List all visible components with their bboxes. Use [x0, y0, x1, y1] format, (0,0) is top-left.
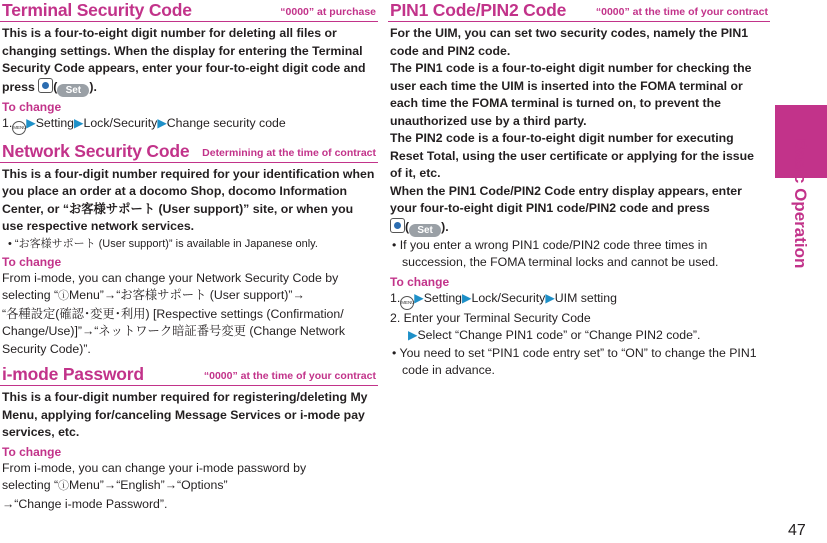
pin-bullet-2: • You need to set “PIN1 code entry set” to “ON” to change the PIN1 code in advance.	[392, 345, 757, 377]
pin-to-change: To change	[390, 274, 450, 289]
imode-password-header	[0, 364, 378, 386]
set-key-icon: Set	[57, 84, 89, 97]
network-security-header	[0, 141, 378, 163]
arrow-icon: ▶	[26, 115, 36, 130]
imode-icon: ⓘ	[58, 480, 70, 492]
left-column	[0, 0, 378, 513]
imode-change-text: From i-mode, you can change your i-mode password by selecting “ⓘMenu”→“English”→“Options” →“Change i-mode Password”.	[2, 460, 307, 511]
arrow-icon: ▶	[157, 115, 167, 130]
center-key-icon	[38, 78, 53, 93]
center-key-icon	[390, 218, 405, 233]
arrow-icon: ▶	[74, 115, 84, 130]
terminal-security-header	[0, 0, 378, 22]
network-security-body: This is a four-digit number required for your identification when you place an order at a docomo Shop, docomo Information Center, or “お客様サポート (User support)” site, or when you use respective network services.	[2, 166, 375, 233]
terminal-security-subtitle: “0000” at purchase	[280, 6, 376, 18]
page-number: 47	[788, 522, 806, 539]
arrow-icon: ▶	[414, 290, 424, 305]
imode-password-subtitle: “0000” at the time of your contract	[203, 370, 376, 382]
set-key-icon: Set	[409, 224, 441, 237]
pin-code-title: PIN1 Code/PIN2 Code	[390, 0, 567, 20]
menu-key-icon: MENU	[400, 296, 414, 310]
pin-step-2b: ▶Select “Change PIN1 code” or “Change PIN2 code”.	[408, 328, 701, 342]
arrow-icon: ▶	[545, 290, 555, 305]
imode-password-title: i-mode Password	[2, 364, 144, 384]
imode-icon: ⓘ	[58, 290, 70, 302]
terminal-security-title: Terminal Security Code	[2, 0, 192, 20]
imode-to-change: To change	[2, 444, 62, 459]
terminal-security-body: This is a four-to-eight digit number for deleting all files or changing settings. When the display for entering the Terminal Security Code appears, enter your four-to-eight digit code and press ( Set ).	[2, 26, 366, 96]
network-change-text: From i-mode, you can change your Network Security Code by selecting “ⓘMenu”→“お客様サポート (User support)”→ “各種設定(確認･変更･利用) [Respective settings (Confirmation/ Change/Use)]”→“ネットワーク暗証番号変更 (Change Network Security Code)”.	[2, 270, 346, 356]
terminal-to-change: To change	[2, 99, 62, 114]
pin-paragraph-3: The PIN2 code is a four-to-eight digit number for executing Reset Total, using the user certificate or applying for the issue of it, etc.	[390, 131, 754, 180]
pin-paragraph-2: The PIN1 code is a four-to-eight digit number for checking the user each time the UIM is inserted into the FOMA terminal or each time the FOMA terminal is turned on, to prevent the unauthorized use by a third party.	[390, 61, 752, 128]
terminal-step-1: 1.MENU▶Setting▶Lock/Security▶Change security code	[0, 115, 378, 135]
menu-key-icon: MENU	[12, 121, 26, 135]
arrow-icon: ▶	[408, 328, 418, 342]
side-tab-label: Basic Operation	[791, 138, 810, 269]
network-to-change: To change	[2, 254, 62, 269]
pin-step-1: 1.MENU▶Setting▶Lock/Security▶UIM setting	[388, 290, 770, 310]
network-security-note: • “お客様サポート (User support)” is available in Japanese only.	[8, 237, 318, 250]
network-security-subtitle: Determining at the time of contract	[202, 146, 376, 159]
pin-step-2: 2. Enter your Terminal Security Code	[390, 310, 591, 325]
pin-paragraph-1: For the UIM, you can set two security codes, namely the PIN1 code and PIN2 code.	[390, 26, 749, 58]
imode-password-body: This is a four-digit number required for registering/deleting My Menu, applying for/canceling Message Services or i-mode pay services, etc.	[2, 390, 368, 439]
pin-code-subtitle: “0000” at the time of your contract	[595, 6, 768, 18]
arrow-icon: ▶	[462, 290, 472, 305]
pin-paragraph-4: When the PIN1 Code/PIN2 Code entry display appears, enter your four-to-eight digit PIN1 code/PIN2 code and press ( Set ).	[390, 183, 742, 236]
pin-bullet-1: • If you enter a wrong PIN1 code/PIN2 code three times in succession, the FOMA terminal locks and cannot be used.	[392, 237, 719, 269]
right-column	[388, 0, 770, 380]
network-security-title: Network Security Code	[2, 140, 190, 161]
pin-code-header	[388, 0, 770, 22]
